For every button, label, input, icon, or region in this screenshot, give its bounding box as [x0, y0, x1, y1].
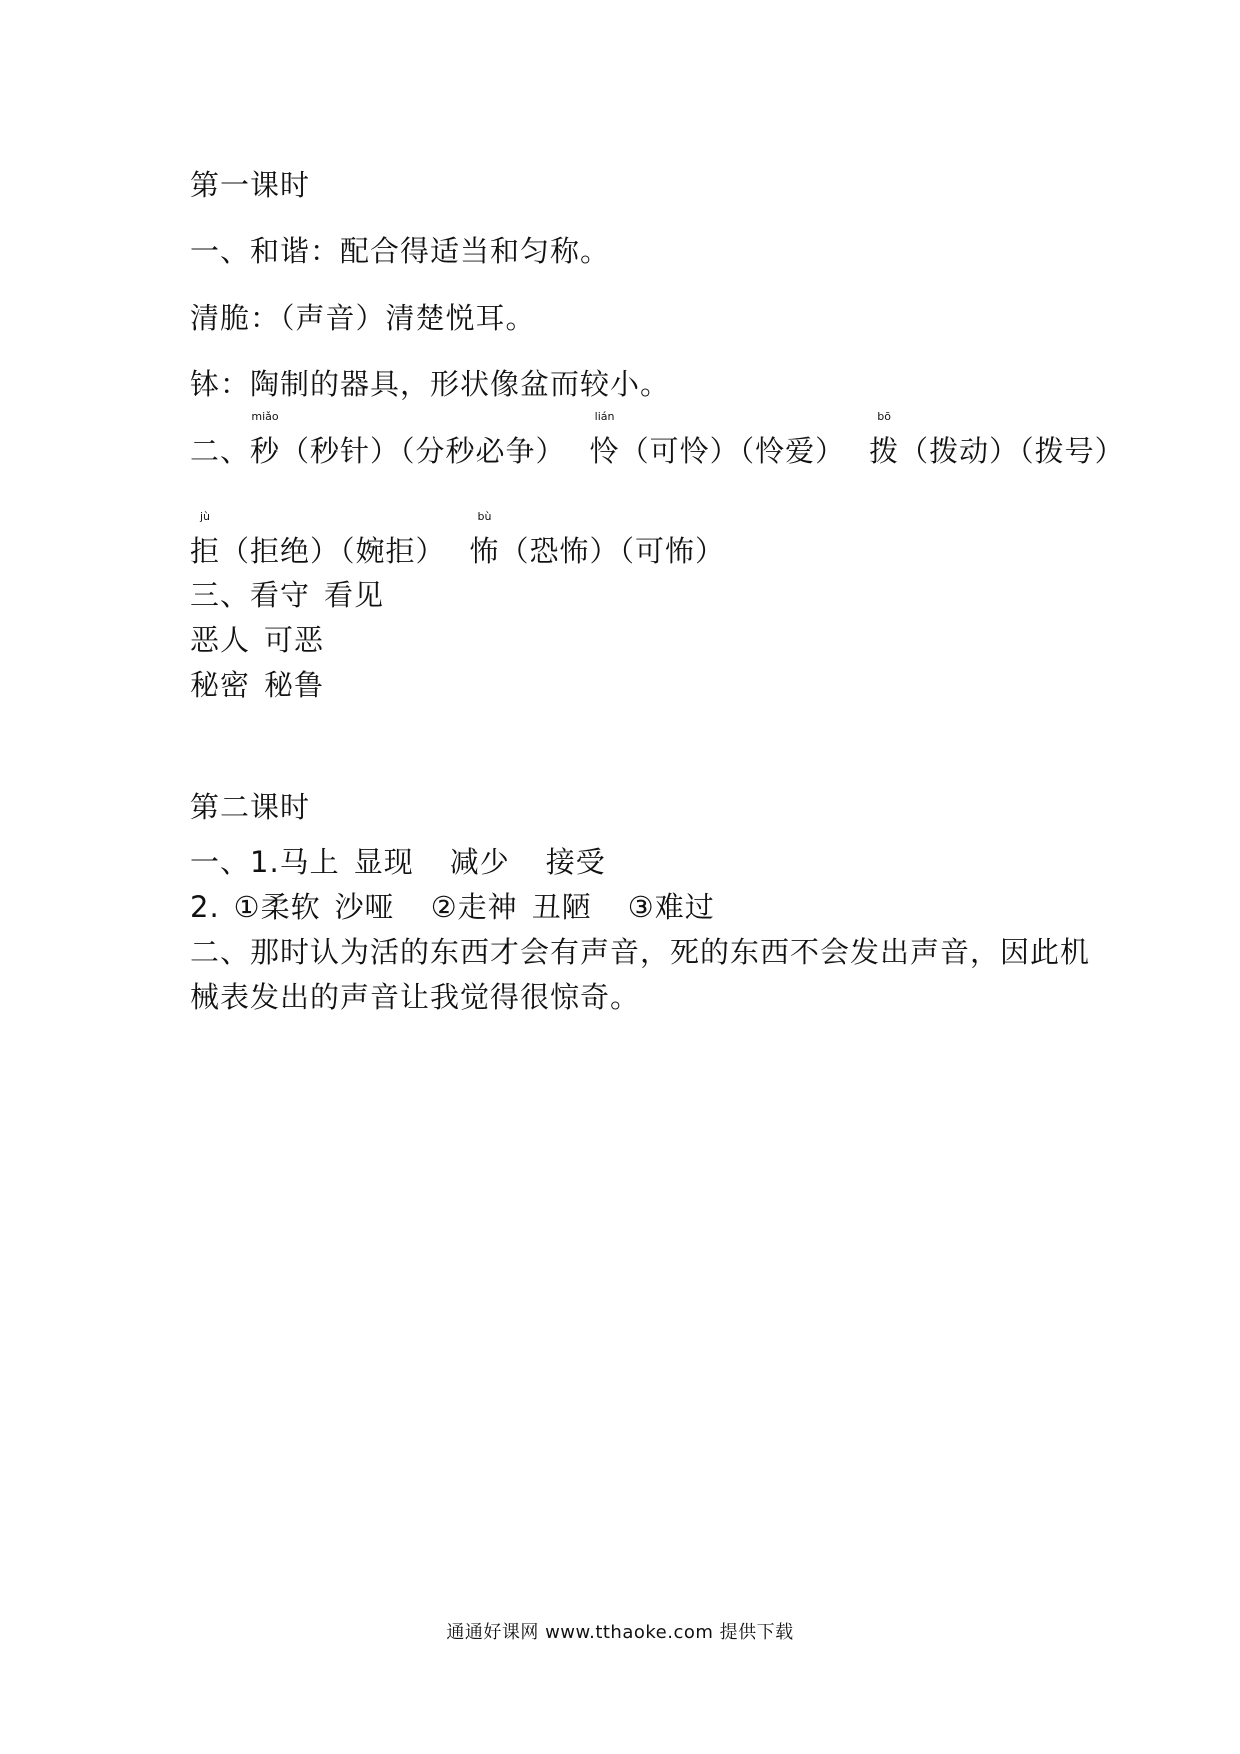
lesson1-q1-line3: 钵：陶制的器具，形状像盆而较小。: [190, 367, 671, 401]
footer-download-note: 通通好课网 www.tthaoke.com 提供下载: [446, 1622, 794, 1643]
q2-words-3: （拨动）（拨号）: [899, 434, 1125, 468]
lesson2-q2-line1: 二、那时认为活的东西才会有声音，死的东西不会发出声音，因此机: [190, 935, 1091, 969]
q2-char-1: miǎo 秒: [250, 410, 281, 468]
q2-words-1: （秒针）（分秒必争）: [280, 434, 566, 468]
q2-words-4: （拒绝）（婉拒）: [220, 534, 446, 568]
lesson2-q1-row2: 2. ①柔软 沙哑 ②走神 丑陋 ③难过: [190, 890, 715, 924]
q2-char-2: lián 怜: [589, 410, 620, 468]
lesson1-q3-row3: 秘密 秘鲁: [190, 668, 325, 702]
q2-pinyin-4: jù: [199, 510, 211, 523]
lesson1-q1-line2: 清脆：（声音）清楚悦耳。: [190, 301, 536, 335]
q2-char-4: jù 拒: [190, 510, 221, 568]
lesson1-title: 第一课时: [190, 168, 311, 202]
q2-words-5: （恐怖）（可怖）: [499, 534, 726, 568]
q2-char-3: bō 拨: [869, 410, 900, 468]
lesson1-q3-row1: 三、看守 看见: [190, 578, 385, 612]
lesson2-title: 第二课时: [190, 790, 311, 824]
q2-pinyin-5: bù: [477, 510, 492, 523]
lesson1-q1-line1: 一、和谐：配合得适当和匀称。: [190, 234, 611, 268]
q2-pinyin-3: bō: [877, 410, 891, 423]
q2-words-2: （可怜）（怜爱）: [619, 434, 846, 468]
q2-prefix: 二、: [190, 434, 251, 468]
q2-pinyin-1: miǎo: [251, 410, 279, 423]
q2-pinyin-2: lián: [594, 410, 615, 423]
lesson1-q3-row2: 恶人 可恶: [190, 623, 325, 657]
lesson2-q2-line2: 械表发出的声音让我觉得很惊奇。: [190, 980, 641, 1014]
q2-char-5: bù 怖: [469, 510, 500, 568]
lesson1-q2-row1: [190, 410, 1125, 469]
lesson2-q1-row1: 一、1.马上 显现 减少 接受: [190, 845, 606, 879]
lesson1-q2-row2: [190, 510, 726, 569]
